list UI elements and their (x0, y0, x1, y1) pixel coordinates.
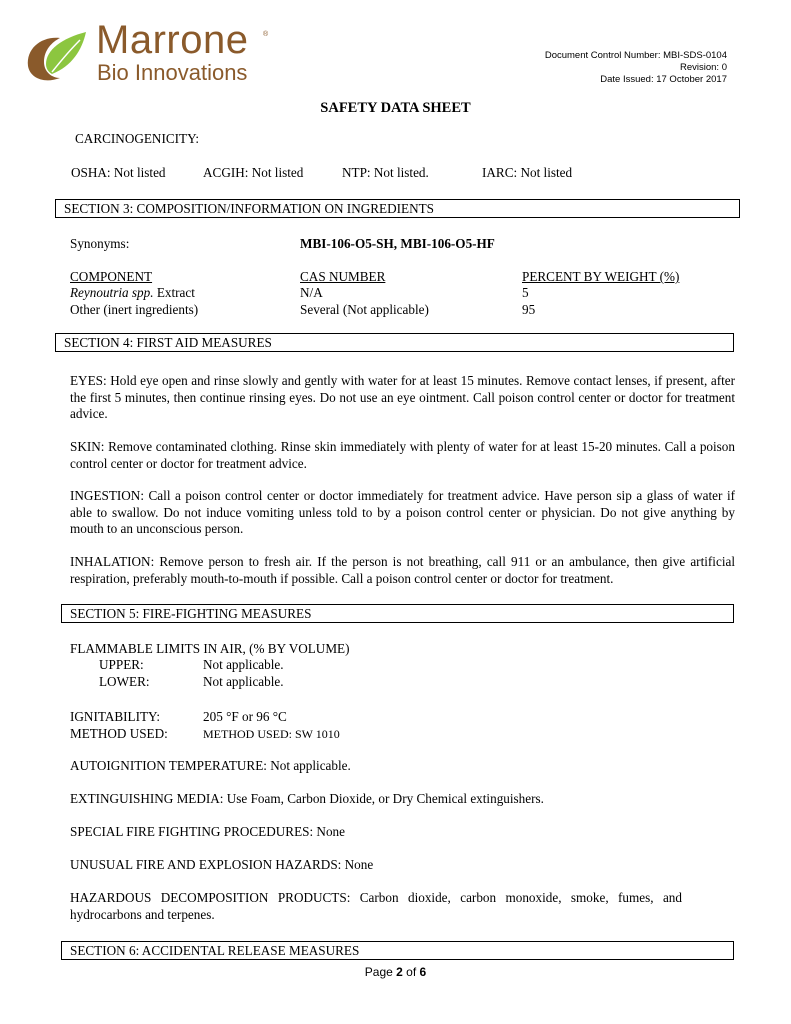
page-prefix: Page (364, 965, 397, 979)
flammable-limits-label: FLAMMABLE LIMITS IN AIR, (% BY VOLUME) (70, 641, 350, 656)
total-pages: 6 (419, 965, 427, 979)
column-header-cas: CAS NUMBER (300, 269, 386, 284)
first-aid-skin: SKIN: Remove contaminated clothing. Rinse skin immediately with plenty of water for at least 15-20 minutes. Call a poison control center or doctor for treatment advice. (70, 439, 735, 471)
logo-subtitle: Bio Innovations (97, 60, 248, 85)
section-3-heading: SECTION 3: COMPOSITION/INFORMATION ON INGREDIENTS (55, 199, 740, 218)
page-title: SAFETY DATA SHEET (320, 100, 471, 116)
special-procedures: SPECIAL FIRE FIGHTING PROCEDURES: None (70, 824, 345, 839)
section-5-heading: SECTION 5: FIRE-FIGHTING MEASURES (61, 604, 734, 623)
unusual-hazards: UNUSUAL FIRE AND EXPLOSION HAZARDS: None (70, 857, 374, 872)
upper-value: Not applicable. (203, 657, 284, 672)
logo-name: Marrone (96, 18, 249, 62)
synonyms-value: MBI-106-O5-SH, MBI-106-O5-HF (300, 236, 495, 251)
percent-value: 95 (522, 302, 536, 317)
hazardous-decomposition: HAZARDOUS DECOMPOSITION PRODUCTS: Carbon dioxide, carbon monoxide, smoke, fumes, and hydrocarbons and terpenes. (70, 890, 682, 922)
first-aid-ingestion: INGESTION: Call a poison control center or doctor immediately for treatment advice. Have person sip a glass of water if able to swallow. Do not induce vomiting unless told to by a poison control center or physician. Do not give anything by mouth to an unconscious person. (70, 488, 735, 536)
cas-value: N/A (300, 285, 323, 300)
page-of: of (402, 965, 420, 979)
column-header-percent: PERCENT BY WEIGHT (%) (522, 269, 680, 284)
method-used-value: METHOD USED: SW 1010 (203, 727, 340, 741)
cas-value: Several (Not applicable) (300, 302, 429, 317)
iarc-status: IARC: Not listed (482, 165, 573, 180)
upper-label: UPPER: (99, 657, 144, 672)
ignitability-label: IGNITABILITY: (70, 709, 161, 724)
revision: Revision: 0 (680, 62, 727, 73)
lower-label: LOWER: (99, 674, 150, 689)
component-name-italic: Reynoutria spp. (70, 285, 154, 300)
extinguishing-media: EXTINGUISHING MEDIA: Use Foam, Carbon Dioxide, or Dry Chemical extinguishers. (70, 791, 544, 806)
ntp-status: NTP: Not listed. (342, 165, 429, 180)
ignitability-value: 205 °F or 96 °C (203, 709, 287, 724)
date-issued: Date Issued: 17 October 2017 (600, 74, 727, 85)
component-name: Other (inert ingredients) (70, 302, 199, 317)
osha-status: OSHA: Not listed (71, 165, 166, 180)
component-name: Extract (153, 285, 195, 300)
percent-value: 5 (522, 285, 529, 300)
table-row (70, 285, 195, 301)
lower-value: Not applicable. (203, 674, 284, 689)
logo-registered-mark: ® (263, 31, 269, 38)
autoignition-temperature: AUTOIGNITION TEMPERATURE: Not applicable. (70, 758, 351, 773)
doc-control-number: Document Control Number: MBI-SDS-0104 (544, 50, 727, 61)
section-6-heading: SECTION 6: ACCIDENTAL RELEASE MEASURES (61, 941, 734, 960)
section-4-heading: SECTION 4: FIRST AID MEASURES (55, 333, 734, 352)
synonyms-label: Synonyms: (70, 236, 130, 251)
current-page: 2 (396, 965, 403, 979)
carcinogenicity-label: CARCINOGENICITY: (75, 131, 200, 146)
acgih-status: ACGIH: Not listed (203, 165, 304, 180)
table-row (70, 302, 198, 318)
first-aid-eyes: EYES: Hold eye open and rinse slowly and gently with water for at least 15 minutes. Remove contact lenses, if present, after the first 5 minutes, then continue rinsing eyes. Do not use an eye ointment. Call poison control center or doctor for treatment advice. (70, 373, 735, 421)
page-number (0, 965, 791, 980)
first-aid-inhalation: INHALATION: Remove person to fresh air. If the person is not breathing, call 911 or an ambulance, then give artificial respiration, preferably mouth-to-mouth if possible. Call a poison control center or doctor for treatment. (70, 554, 735, 586)
company-logo-icon (22, 28, 94, 86)
column-header-component: COMPONENT (70, 269, 153, 284)
method-used-label: METHOD USED: (70, 726, 168, 741)
